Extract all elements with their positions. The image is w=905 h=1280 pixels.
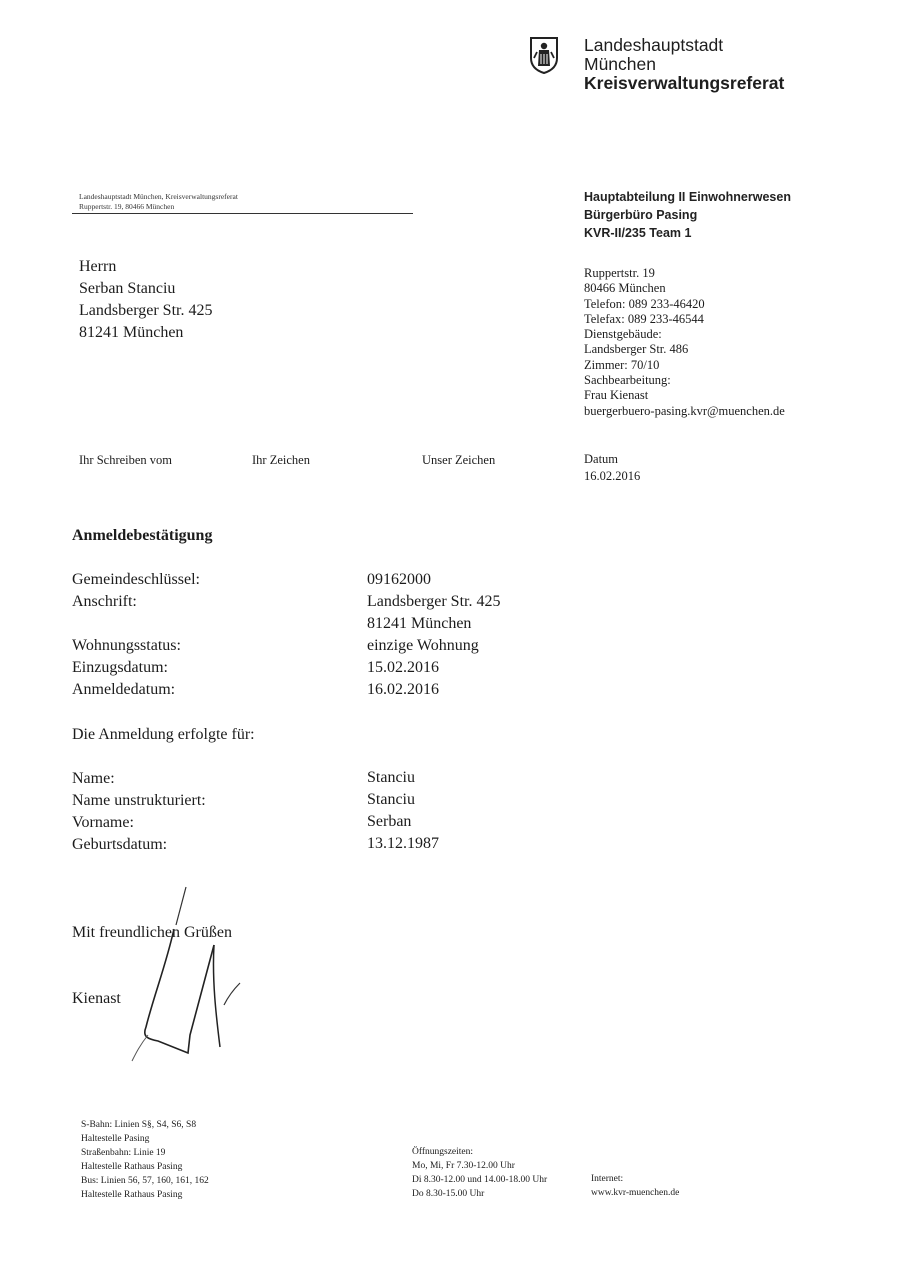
contact-block bbox=[584, 266, 785, 419]
field-label: Einzugsdatum: bbox=[72, 659, 168, 676]
footer-transport-line: Haltestelle Pasing bbox=[81, 1133, 150, 1144]
footer-transport-line: Bus: Linien 56, 57, 160, 161, 162 bbox=[81, 1175, 209, 1186]
recipient-salutation: Herrn bbox=[79, 258, 117, 275]
footer-internet bbox=[591, 1173, 679, 1201]
closing-phrase: Mit freundlichen Grüßen bbox=[72, 924, 232, 941]
field-label: Gemeindeschlüssel: bbox=[72, 571, 200, 588]
field-value: 81241 München bbox=[367, 615, 472, 632]
footer-transport-info bbox=[81, 1119, 209, 1202]
contact-phone: Telefon: 089 233-46420 bbox=[584, 296, 705, 311]
department-line-1: Hauptabteilung II Einwohnerwesen bbox=[584, 190, 791, 204]
person-label: Name unstrukturiert: bbox=[72, 792, 206, 809]
handwritten-signature bbox=[118, 885, 248, 1065]
department-header bbox=[584, 188, 791, 242]
field-value: 16.02.2016 bbox=[367, 681, 439, 698]
footer-internet-label: Internet: bbox=[591, 1174, 624, 1184]
date-label: Datum bbox=[584, 452, 619, 466]
sender-divider bbox=[72, 213, 413, 214]
footer-transport-line: Haltestelle Rathaus Pasing bbox=[81, 1189, 183, 1200]
munich-coat-of-arms-icon bbox=[529, 36, 559, 74]
ref-ihr-zeichen-label: Ihr Zeichen bbox=[252, 453, 310, 467]
contact-email: buergerbuero-pasing.kvr@muenchen.de bbox=[584, 403, 785, 418]
registration-intro: Die Anmeldung erfolgte für: bbox=[72, 726, 255, 743]
document-subject: Anmeldebestätigung bbox=[72, 527, 213, 544]
field-value: 15.02.2016 bbox=[367, 659, 439, 676]
contact-room: Zimmer: 70/10 bbox=[584, 357, 660, 372]
footer-transport-line: Haltestelle Rathaus Pasing bbox=[81, 1161, 183, 1172]
recipient-city: 81241 München bbox=[79, 324, 184, 341]
person-value: Stanciu bbox=[367, 791, 415, 808]
sender-line-1: Landeshauptstadt München, Kreisverwaltungsreferat bbox=[79, 192, 238, 201]
org-line-2: München bbox=[584, 54, 656, 74]
field-value: 09162000 bbox=[367, 571, 431, 588]
contact-fax: Telefax: 089 233-46544 bbox=[584, 311, 704, 326]
field-value: einzige Wohnung bbox=[367, 637, 479, 654]
organization-name bbox=[584, 36, 784, 93]
recipient-street: Landsberger Str. 425 bbox=[79, 302, 213, 319]
field-label: Anmeldedatum: bbox=[72, 681, 176, 698]
contact-clerk: Frau Kienast bbox=[584, 388, 649, 403]
sender-line-2: Ruppertstr. 19, 80466 München bbox=[79, 202, 175, 211]
field-label: Wohnungsstatus: bbox=[72, 637, 181, 654]
recipient-name: Serban Stanciu bbox=[79, 280, 176, 297]
ref-unser-zeichen-label: Unser Zeichen bbox=[422, 453, 496, 467]
field-label: Anschrift: bbox=[72, 593, 137, 610]
recipient-address bbox=[79, 256, 212, 344]
person-label: Geburtsdatum: bbox=[72, 836, 168, 853]
footer-transport-line: Straßenbahn: Linie 19 bbox=[81, 1147, 166, 1158]
contact-building: Landsberger Str. 486 bbox=[584, 342, 689, 357]
person-label: Name: bbox=[72, 770, 115, 787]
department-line-3: KVR-II/235 Team 1 bbox=[584, 226, 692, 240]
footer-hours-line: Di 8.30-12.00 und 14.00-18.00 Uhr bbox=[412, 1174, 548, 1185]
org-line-1: Landeshauptstadt bbox=[584, 35, 724, 55]
org-line-3: Kreisverwaltungsreferat bbox=[584, 73, 785, 93]
contact-city: 80466 München bbox=[584, 281, 666, 296]
person-label: Vorname: bbox=[72, 814, 134, 831]
date-value: 16.02.2016 bbox=[584, 469, 641, 483]
footer-opening-hours bbox=[412, 1146, 547, 1202]
footer-hours-line: Do 8.30-15.00 Uhr bbox=[412, 1188, 485, 1199]
field-value: Landsberger Str. 425 bbox=[367, 593, 501, 610]
department-line-2: Bürgerbüro Pasing bbox=[584, 208, 698, 222]
date-block bbox=[584, 451, 640, 485]
contact-street: Ruppertstr. 19 bbox=[584, 266, 655, 280]
footer-hours-line: Öffnungszeiten: bbox=[412, 1147, 474, 1157]
ref-ihr-schreiben-label: Ihr Schreiben vom bbox=[79, 453, 173, 467]
person-value: Serban bbox=[367, 813, 412, 830]
sender-return-address bbox=[79, 192, 238, 212]
footer-hours-line: Mo, Mi, Fr 7.30-12.00 Uhr bbox=[412, 1160, 515, 1171]
footer-transport-line: S-Bahn: Linien S§, S4, S6, S8 bbox=[81, 1120, 197, 1130]
person-value: Stanciu bbox=[367, 769, 415, 786]
signer-name: Kienast bbox=[72, 990, 121, 1007]
contact-clerk-label: Sachbearbeitung: bbox=[584, 373, 671, 388]
contact-building-label: Dienstgebäude: bbox=[584, 327, 662, 342]
person-value: 13.12.1987 bbox=[367, 835, 439, 852]
footer-website-link[interactable]: www.kvr-muenchen.de bbox=[591, 1187, 680, 1198]
